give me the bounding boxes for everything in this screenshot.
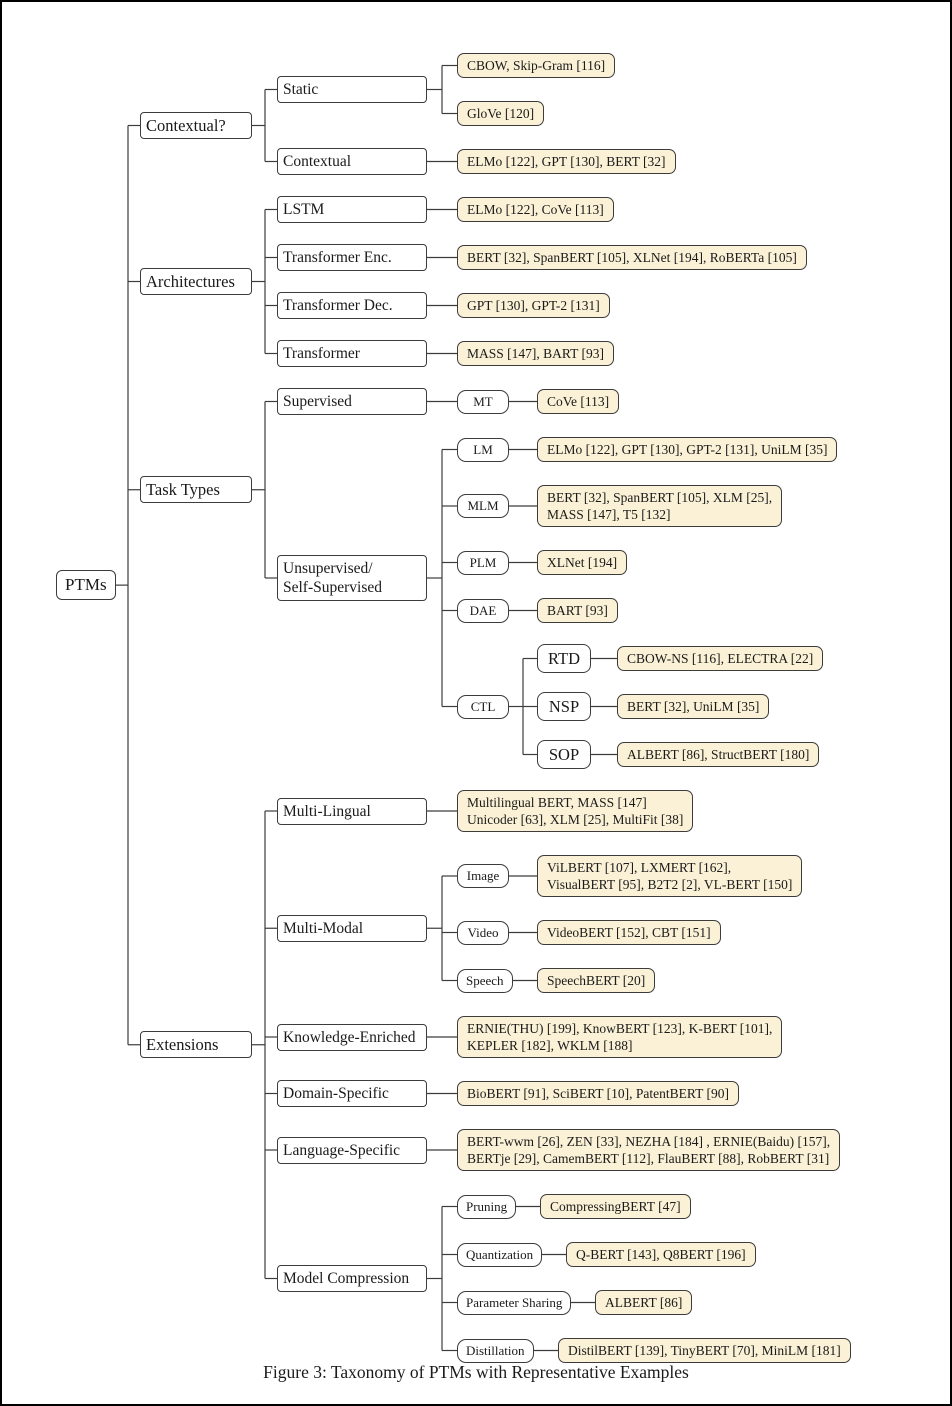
example-box-q-bert-143-q8bert-196 (566, 1242, 756, 1267)
node-label: Video (467, 925, 499, 940)
node-label: Distillation (466, 1343, 525, 1358)
node-label: Transformer Dec. (283, 297, 393, 314)
tree-node-contextual (140, 112, 252, 139)
tree-node-static (277, 76, 427, 103)
example-box-bert-wwm-26-zen-33-nezha-184-ernie-baidu-157 (457, 1129, 840, 1171)
example-box-elmo-122-cove-113 (457, 197, 614, 222)
node-label: Contextual (283, 153, 352, 170)
tree-node-language-specific (277, 1137, 427, 1164)
example-box-cbow-ns-116-electra-22 (617, 646, 823, 671)
example-box-ernie-thu-199-knowbert-123-k-bert-101 (457, 1016, 782, 1058)
example-box-elmo-122-gpt-130-bert-32 (457, 149, 676, 174)
node-label: Extensions (146, 1035, 219, 1054)
example-box-cbow-skip-gram-116 (457, 53, 615, 78)
node-label: RTD (548, 649, 581, 668)
node-label: GPT [130], GPT-2 [131] (467, 298, 600, 313)
example-box-multilingual-bert-mass-147 (457, 790, 693, 832)
node-label: NSP (548, 697, 580, 716)
node-label: CBOW, Skip-Gram [116] (467, 58, 606, 73)
tree-node-architectures (140, 268, 252, 295)
node-label: Quantization (466, 1247, 534, 1262)
example-box-biobert-91-scibert-10-patentbert-90 (457, 1081, 739, 1106)
example-box-vilbert-107-lxmert-162 (537, 855, 802, 897)
tree-node-multi-modal (277, 915, 427, 942)
tree-node-lm (457, 438, 509, 462)
tree-node-image (457, 864, 509, 888)
node-label: Task Types (146, 480, 220, 499)
node-label: PTMs (65, 575, 107, 594)
tree-node-parameter-sharing (457, 1291, 571, 1315)
tree-node-ptms (56, 570, 116, 600)
tree-node-speech (457, 969, 513, 993)
node-label: Static (283, 81, 319, 98)
node-label: CompressingBERT [47] (550, 1199, 681, 1214)
node-label: ELMo [122], CoVe [113] (467, 202, 604, 217)
tree-node-distillation (457, 1339, 534, 1363)
node-label: LSTM (283, 201, 325, 218)
example-box-glove-120 (457, 101, 544, 126)
tree-node-task-types (140, 476, 252, 503)
node-label: Transformer Enc. (283, 249, 392, 266)
example-box-cove-113 (537, 389, 619, 414)
node-label: ELMo [122], GPT [130], GPT-2 [131], UniLM [35] (547, 442, 828, 457)
node-label: ALBERT [86] (605, 1295, 683, 1310)
example-box-bert-32-unilm-35 (617, 694, 769, 719)
tree-node-lstm (277, 196, 427, 223)
node-label: Q-BERT [143], Q8BERT [196] (576, 1247, 746, 1262)
node-label: BERT [32], SpanBERT [105], XLM [25], (547, 490, 773, 505)
tree-node-unsupervised (277, 555, 427, 601)
node-label: BERTje [29], CamemBERT [112], FlauBERT [88], RobBERT [31] (467, 1151, 830, 1166)
node-label: Language-Specific (283, 1142, 401, 1159)
node-label: ALBERT [86], StructBERT [180] (627, 747, 810, 762)
node-label: CTL (470, 699, 496, 714)
node-label: VisualBERT [95], B2T2 [2], VL-BERT [150] (547, 877, 793, 892)
example-box-gpt-130-gpt-2-131 (457, 293, 610, 318)
node-label: LM (473, 442, 493, 457)
example-box-compressingbert-47 (540, 1194, 691, 1219)
tree-node-rtd (537, 644, 591, 673)
example-box-xlnet-194 (537, 550, 627, 575)
node-label: Domain-Specific (283, 1085, 389, 1102)
example-box-albert-86 (595, 1290, 692, 1315)
node-label: Multi-Modal (283, 920, 364, 937)
tree-node-dae (457, 599, 509, 623)
node-label: Architectures (146, 272, 235, 291)
node-label: Transformer (283, 345, 360, 362)
node-label: ELMo [122], GPT [130], BERT [32] (467, 154, 666, 169)
node-label: ERNIE(THU) [199], KnowBERT [123], K-BERT [101], (467, 1021, 773, 1036)
example-box-bert-32-spanbert-105-xlm-25 (537, 485, 782, 527)
node-label: DAE (469, 603, 497, 618)
tree-node-knowledge-enriched (277, 1024, 427, 1051)
tree-node-mt (457, 390, 509, 414)
tree-node-transformer-dec (277, 292, 427, 319)
node-label: CoVe [113] (547, 394, 610, 409)
node-label: Unicoder [63], XLM [25], MultiFit [38] (467, 812, 684, 827)
tree-node-domain-specific (277, 1080, 427, 1107)
node-label: Unsupervised/ (283, 560, 373, 577)
tree-node-ctl (457, 695, 509, 719)
node-label: MASS [147], T5 [132] (547, 507, 671, 522)
tree-node-contextual (277, 148, 427, 175)
tree-node-multi-lingual (277, 798, 427, 825)
tree-node-sop (537, 740, 591, 769)
node-label: CBOW-NS [116], ELECTRA [22] (627, 651, 814, 666)
node-label: MLM (467, 498, 499, 513)
node-label: BERT-wwm [26], ZEN [33], NEZHA [184] , ERNIE(Baidu) [157], (467, 1134, 831, 1149)
node-label: BERT [32], SpanBERT [105], XLNet [194], RoBERTa [105] (467, 250, 797, 265)
tree-node-mlm (457, 494, 509, 518)
tree-node-model-compression (277, 1265, 427, 1292)
tree-node-video (457, 921, 509, 945)
node-label: Knowledge-Enriched (283, 1029, 416, 1046)
example-box-distilbert-139-tinybert-70-minilm-181 (558, 1338, 851, 1363)
tree-node-transformer (277, 340, 427, 367)
example-box-elmo-122-gpt-130-gpt-2-131-unilm-35 (537, 437, 837, 462)
node-label: GloVe [120] (467, 106, 535, 121)
node-label: BERT [32], UniLM [35] (627, 699, 760, 714)
node-label: Multilingual BERT, MASS [147] (467, 795, 647, 810)
tree-node-supervised (277, 388, 427, 415)
example-box-videobert-152-cbt-151 (537, 920, 721, 945)
node-label: SpeechBERT [20] (547, 973, 646, 988)
node-label: BioBERT [91], SciBERT [10], PatentBERT [90] (467, 1086, 729, 1101)
node-label: SOP (548, 745, 580, 764)
tree-node-quantization (457, 1243, 542, 1267)
node-label: XLNet [194] (547, 555, 618, 570)
figure-caption: Figure 3: Taxonomy of PTMs with Representative Examples (263, 1362, 689, 1382)
tree-node-nsp (537, 692, 591, 721)
example-box-bert-32-spanbert-105-xlnet-194-roberta-105 (457, 245, 807, 270)
node-label: DistilBERT [139], TinyBERT [70], MiniLM [181] (568, 1343, 841, 1358)
node-label: Image (466, 868, 500, 883)
node-label: MT (473, 394, 493, 409)
node-label: Self-Supervised (283, 579, 383, 596)
tree-node-transformer-enc (277, 244, 427, 271)
example-box-speechbert-20 (537, 968, 655, 993)
node-label: Multi-Lingual (283, 803, 371, 820)
example-box-bart-93 (537, 598, 618, 623)
node-label: Model Compression (283, 1270, 410, 1287)
node-label: ViLBERT [107], LXMERT [162], (547, 860, 732, 875)
node-label: Parameter Sharing (466, 1295, 563, 1310)
node-label: MASS [147], BART [93] (467, 346, 604, 361)
tree-node-pruning (457, 1195, 516, 1219)
node-label: Supervised (283, 393, 352, 410)
node-label: PLM (469, 555, 497, 570)
tree-node-extensions (140, 1031, 252, 1058)
node-label: Pruning (466, 1199, 508, 1214)
example-box-mass-147-bart-93 (457, 341, 614, 366)
tree-node-plm (457, 551, 509, 575)
taxonomy-diagram (2, 2, 950, 1404)
node-label: KEPLER [182], WKLM [188] (467, 1038, 633, 1053)
node-label: BART [93] (547, 603, 608, 618)
node-label: Speech (466, 973, 504, 988)
example-box-albert-86-structbert-180 (617, 742, 819, 767)
node-label: Contextual? (146, 116, 226, 135)
node-label: VideoBERT [152], CBT [151] (547, 925, 711, 940)
